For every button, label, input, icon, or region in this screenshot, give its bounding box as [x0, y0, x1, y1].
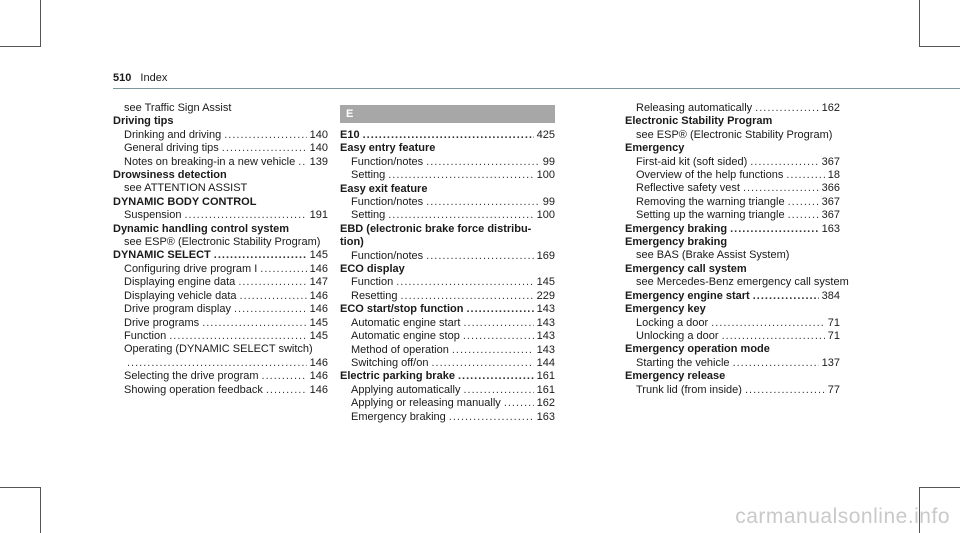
entry-label: Trunk lid (from inside): [636, 383, 742, 396]
page-reference: 139: [309, 155, 328, 168]
index-reference: see ATTENTION ASSIST: [124, 182, 248, 195]
page-reference: 143: [536, 303, 555, 316]
leader-dots: [788, 209, 819, 222]
index-entry: [340, 384, 555, 397]
index-entry: [113, 156, 328, 169]
leader-dots: [753, 290, 819, 303]
leader-dots: [504, 397, 534, 410]
entry-label: E10: [340, 129, 360, 141]
entry-label: Suspension: [124, 209, 182, 222]
page-reference: 146: [309, 370, 328, 383]
index-column-1: [113, 102, 328, 397]
leader-dots: [169, 330, 306, 343]
index-heading: Driving tips: [113, 115, 174, 128]
index-heading: [625, 290, 840, 303]
leader-dots: [363, 129, 534, 142]
page-reference: 146: [309, 289, 328, 302]
entry-label: Setting: [351, 169, 386, 182]
leader-dots: [127, 357, 307, 370]
index-entry: [113, 276, 328, 289]
page-reference: 144: [536, 356, 555, 369]
crop-mark: [0, 46, 41, 47]
crop-mark: [0, 487, 41, 488]
leader-dots: [750, 156, 818, 169]
entry-label: Notes on breaking-in a new vehicle: [124, 155, 296, 168]
leader-dots: [260, 263, 306, 276]
leader-dots: [388, 169, 533, 182]
page-reference: 229: [536, 289, 555, 302]
index-heading: [625, 223, 840, 236]
page-reference: 137: [821, 356, 840, 369]
page-header: [113, 72, 167, 84]
index-entry: [625, 102, 840, 115]
leader-dots: [234, 303, 307, 316]
index-entry: [340, 169, 555, 182]
leader-dots: [745, 384, 825, 397]
leader-dots: [185, 209, 307, 222]
index-entry: [113, 142, 328, 155]
page-reference: 143: [536, 316, 555, 329]
index-entry: [113, 330, 328, 343]
page-reference: 367: [821, 195, 840, 208]
entry-label: Showing operation feedback: [124, 383, 263, 396]
page-reference: 99: [542, 155, 555, 168]
entry-label: Drinking and driving: [124, 128, 222, 141]
leader-dots: [426, 196, 540, 209]
entry-label: Applying automatically: [351, 383, 461, 396]
index-reference: see Traffic Sign Assist: [124, 102, 232, 114]
index-heading: Dynamic handling control system: [113, 222, 290, 235]
leader-dots: [722, 330, 825, 343]
leader-dots: [711, 317, 825, 330]
page-reference: 146: [309, 262, 328, 275]
index-entry: [113, 290, 328, 303]
entry-label: Automatic engine stop: [351, 330, 460, 343]
index-entry: [625, 196, 840, 209]
page-reference: 162: [821, 102, 840, 114]
entry-label: Emergency braking: [351, 410, 446, 423]
page-reference: 143: [536, 343, 555, 356]
leader-dots: [463, 384, 533, 397]
index-heading: [340, 303, 555, 316]
index-entry: [625, 330, 840, 343]
leader-dots: [298, 156, 306, 169]
page-reference: 71: [827, 316, 840, 329]
entry-label: Function/notes: [351, 249, 424, 262]
page-reference: 140: [309, 128, 328, 141]
index-heading: [113, 249, 328, 262]
leader-dots: [214, 249, 307, 262]
entry-label: Unlocking a door: [636, 329, 719, 342]
leader-dots: [262, 370, 307, 383]
page-reference: 18: [827, 169, 840, 182]
section-title: Index: [140, 72, 168, 84]
entry-label: Applying or releasing manually: [351, 397, 501, 410]
page-reference: 366: [821, 182, 840, 195]
leader-dots: [396, 276, 533, 289]
leader-dots: [452, 344, 534, 357]
page-reference: 100: [536, 169, 555, 182]
page-reference: 191: [309, 209, 328, 222]
entry-label: ECO start/stop function: [340, 303, 464, 316]
leader-dots: [202, 317, 306, 330]
leader-dots: [463, 330, 534, 343]
entry-label: Displaying vehicle data: [124, 289, 237, 302]
entry-label: Releasing automatically: [636, 102, 753, 114]
leader-dots: [463, 317, 533, 330]
index-heading: Emergency key: [625, 303, 706, 316]
entry-label: Method of operation: [351, 343, 449, 356]
entry-label: Function: [124, 329, 167, 342]
entry-label: Reflective safety vest: [636, 182, 740, 195]
leader-dots: [222, 142, 307, 155]
index-entry: [340, 397, 555, 410]
index-entry: [625, 357, 840, 370]
index-heading: Electronic Stability Program: [625, 115, 773, 128]
index-entry: [340, 344, 555, 357]
leader-dots: [388, 209, 533, 222]
entry-label: Displaying engine data: [124, 276, 236, 289]
entry-label: DYNAMIC SELECT: [113, 249, 211, 262]
entry-label: Removing the warning triangle: [636, 195, 785, 208]
page-reference: 146: [309, 303, 328, 316]
entry-label: Emergency braking: [625, 222, 728, 235]
index-entry: [340, 357, 555, 370]
leader-dots: [466, 303, 533, 316]
index-heading: tion): [340, 236, 364, 249]
leader-dots: [426, 250, 533, 263]
entry-label: Selecting the drive program: [124, 370, 259, 383]
entry-label: Setting: [351, 209, 386, 222]
entry-label: General driving tips: [124, 142, 219, 155]
leader-dots: [449, 411, 534, 424]
page-reference: 145: [309, 249, 328, 262]
leader-dots: [238, 276, 306, 289]
crop-mark: [40, 0, 41, 47]
index-heading: Easy entry feature: [340, 142, 436, 155]
index-entry: [113, 357, 328, 370]
page-reference: 161: [536, 383, 555, 396]
index-entry: [113, 129, 328, 142]
index-heading: Drowsiness detection: [113, 169, 227, 182]
entry-label: Setting up the warning triangle: [636, 209, 785, 222]
page-reference: 145: [309, 329, 328, 342]
index-entry: [113, 370, 328, 383]
index-entry: [625, 182, 840, 195]
page-reference: 425: [536, 129, 555, 141]
entry-label: Starting the vehicle: [636, 356, 730, 369]
crop-mark: [919, 46, 960, 47]
leader-dots: [730, 223, 819, 236]
index-heading: Emergency call system: [625, 262, 747, 275]
page-reference: 146: [309, 356, 328, 369]
page-reference: 77: [827, 383, 840, 396]
leader-dots: [743, 182, 819, 195]
index-heading: ECO display: [340, 263, 405, 276]
leader-dots: [755, 102, 818, 115]
entry-label: First-aid kit (soft sided): [636, 155, 748, 168]
leader-dots: [458, 370, 534, 383]
page-reference: 140: [309, 142, 328, 155]
crop-mark: [919, 0, 920, 47]
page-reference: 161: [536, 370, 555, 383]
page-reference: 143: [536, 330, 555, 343]
index-entry: [340, 209, 555, 222]
page-reference: 169: [536, 249, 555, 262]
header-rule: [113, 88, 960, 89]
page-reference: 145: [536, 276, 555, 289]
page-reference: 163: [536, 410, 555, 423]
entry-label: Configuring drive program I: [124, 262, 258, 275]
entry-label: Automatic engine start: [351, 316, 461, 329]
entry-label: Drive program display: [124, 303, 231, 316]
index-heading: DYNAMIC BODY CONTROL: [113, 195, 257, 208]
index-column-3: [625, 102, 849, 397]
index-heading: Easy exit feature: [340, 182, 428, 195]
leader-dots: [224, 129, 306, 142]
index-entry: [340, 276, 555, 289]
page-number: 510: [113, 72, 132, 84]
index-entry: [625, 384, 840, 397]
leader-dots: [788, 196, 819, 209]
page-reference: 99: [542, 196, 555, 209]
page-reference: 367: [821, 155, 840, 168]
letter-bar: E: [340, 105, 555, 123]
page-reference: 71: [827, 329, 840, 342]
index-heading: Emergency braking: [625, 236, 728, 249]
index-reference: see ESP® (Electronic Stability Program): [124, 236, 321, 249]
page-reference: 163: [821, 222, 840, 235]
page-reference: 100: [536, 209, 555, 222]
index-heading: Emergency release: [625, 370, 726, 383]
index-entry: [340, 196, 555, 209]
index-reference: see BAS (Brake Assist System): [636, 249, 790, 262]
entry-label: Function/notes: [351, 196, 424, 209]
index-entry: [113, 263, 328, 276]
index-column-2: [340, 105, 555, 424]
page-reference: 162: [536, 397, 555, 410]
index-entry: [113, 303, 328, 316]
page-reference: 147: [309, 276, 328, 289]
leader-dots: [266, 384, 307, 397]
index-entry: [625, 317, 840, 330]
leader-dots: [431, 357, 533, 370]
index-entry: [340, 411, 555, 424]
index-reference: see Mercedes-Benz emergency call system: [636, 276, 849, 289]
index-heading: [340, 129, 555, 142]
page-reference: 384: [821, 289, 840, 302]
index-entry: [625, 169, 840, 182]
leader-dots: [733, 357, 819, 370]
index-entry: [340, 317, 555, 330]
index-heading: Emergency: [625, 142, 685, 155]
index-entry: [113, 317, 328, 330]
leader-dots: [786, 169, 824, 182]
entry-label: Function: [351, 276, 394, 289]
index-entry: [113, 209, 328, 222]
entry-label: Function/notes: [351, 155, 424, 168]
page-reference: 146: [309, 383, 328, 396]
crop-mark: [919, 487, 960, 488]
entry-label: Overview of the help functions: [636, 169, 784, 182]
entry-label: Resetting: [351, 289, 398, 302]
leader-dots: [240, 290, 307, 303]
entry-label: Emergency engine start: [625, 289, 750, 302]
index-reference: Operating (DYNAMIC SELECT switch): [124, 343, 313, 356]
index-entry: [625, 156, 840, 169]
entry-label: Electric parking brake: [340, 370, 455, 383]
entry-label: Switching off/on: [351, 356, 429, 369]
index-entry: [340, 290, 555, 303]
leader-dots: [426, 156, 540, 169]
entry-label: Locking a door: [636, 316, 709, 329]
index-entry: [625, 209, 840, 222]
index-entry: [340, 250, 555, 263]
crop-mark: [40, 487, 41, 533]
page-reference: 367: [821, 209, 840, 222]
index-entry: [340, 156, 555, 169]
index-heading: Emergency operation mode: [625, 343, 770, 356]
entry-label: Drive programs: [124, 316, 200, 329]
index-entry: [340, 330, 555, 343]
watermark: carmanualsonline.info: [735, 505, 950, 528]
page-reference: 145: [309, 316, 328, 329]
index-heading: EBD (electronic brake force distribu-: [340, 222, 532, 235]
index-entry: [113, 384, 328, 397]
leader-dots: [400, 290, 533, 303]
index-heading: [340, 370, 555, 383]
index-reference: see ESP® (Electronic Stability Program): [636, 128, 833, 141]
